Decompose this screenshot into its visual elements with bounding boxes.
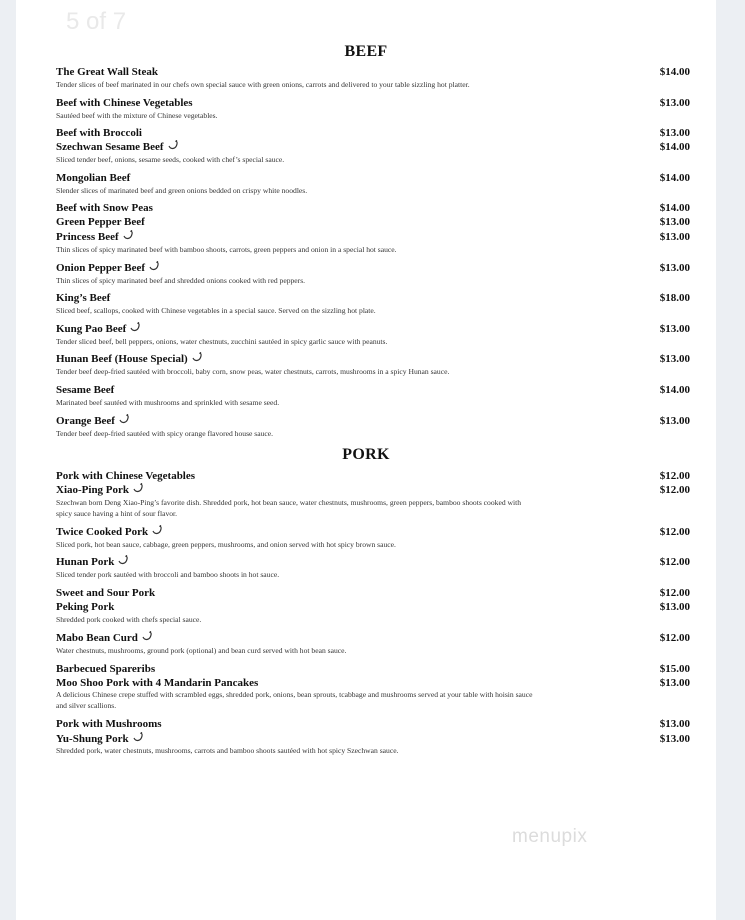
item-price: $13.00: [659, 733, 690, 745]
item-description: Thin slices of spicy marinated beef with bamboo shoots, carrots, green peppers and onion in a special hot sauce.: [56, 245, 397, 254]
menu-item: [56, 171, 690, 185]
menu-item: [56, 352, 690, 366]
item-description: Sliced beef, scallops, cooked with Chinese vegetables in a special sauce. Served on the sizzling hot plate.: [56, 306, 376, 315]
chili-spicy-icon: [133, 732, 144, 746]
item-price: $13.00: [659, 127, 690, 139]
item-name: [56, 230, 134, 244]
item-price: $14.00: [659, 66, 690, 78]
menu-item: [56, 662, 690, 676]
item-description: Sliced tender beef, onions, sesame seeds, cooked with chef’s special sauce.: [56, 155, 285, 164]
item-name-text: Kung Pao Beef: [56, 323, 127, 335]
item-name: [56, 600, 114, 614]
item-name-text: Beef with Broccoli: [56, 127, 142, 139]
item-price: $13.00: [659, 216, 690, 228]
item-price: $12.00: [659, 587, 690, 599]
page-indicator: 5 of 7: [66, 8, 127, 35]
item-price: $13.00: [659, 718, 690, 730]
item-name: [56, 215, 145, 229]
menu-item: [56, 631, 690, 645]
item-description: Tender sliced beef, bell peppers, onions, water chestnuts, zucchini sautéed in spicy garlic sauce with peanuts.: [56, 337, 388, 346]
item-name: [56, 631, 153, 645]
item-description: Shredded pork, water chestnuts, mushrooms, carrots and bamboo shoots sautéed with hot spicy Szechwan sauce.: [56, 746, 399, 755]
item-description: Sautéed beef with the mixture of Chinese vegetables.: [56, 111, 218, 120]
item-name-text: Twice Cooked Pork: [56, 526, 149, 538]
item-name-text: Princess Beef: [56, 231, 119, 243]
item-price: $18.00: [659, 292, 690, 304]
chili-spicy-icon: [118, 555, 129, 569]
item-name: [56, 322, 141, 336]
item-name: [56, 525, 163, 539]
item-name-text: Beef with Chinese Vegetables: [56, 97, 193, 109]
menu-item: [56, 483, 690, 497]
item-description: Slender slices of marinated beef and green onions bedded on crispy white noodles.: [56, 186, 308, 195]
section-title-pork: PORK: [342, 446, 390, 463]
item-name: [56, 352, 203, 366]
menu-item: [56, 525, 690, 539]
item-price: $13.00: [659, 415, 690, 427]
item-description: A delicious Chinese crepe stuffed with scrambled eggs, shredded pork, onions, bean sprouts, tcabbage and mushrooms served at your table with hoisin sauce: [56, 690, 533, 699]
item-name: [56, 201, 153, 215]
item-name-text: Onion Pepper Beef: [56, 262, 146, 274]
item-name-text: Hunan Pork: [56, 556, 115, 568]
chili-spicy-icon: [192, 352, 203, 366]
item-name-text: Beef with Snow Peas: [56, 202, 153, 214]
menu-item: [56, 676, 690, 690]
menu-item: [56, 414, 690, 428]
item-name-text: Orange Beef: [56, 415, 115, 427]
item-price: $13.00: [659, 353, 690, 365]
chili-spicy-icon: [123, 230, 134, 244]
item-name-text: Sesame Beef: [56, 384, 115, 396]
item-name-text: Mongolian Beef: [56, 172, 131, 184]
menu-item: [56, 322, 690, 336]
menu-item: [56, 140, 690, 154]
item-description: Water chestnuts, mushrooms, ground pork (optional) and bean curd served with hot bean sauce.: [56, 646, 347, 655]
item-name-text: Moo Shoo Pork with 4 Mandarin Pancakes: [56, 677, 259, 689]
item-name: [56, 140, 179, 154]
item-name-text: The Great Wall Steak: [56, 66, 158, 78]
item-description: Tender slices of beef marinated in our chefs own special sauce with green onions, carrots and delivered to your table sizzling hot platter.: [56, 80, 470, 89]
item-description: Sliced pork, hot bean sauce, cabbage, green peppers, mushrooms, and onion served with hot spicy brown sauce.: [56, 540, 396, 549]
item-description: Sliced tender pork sautéed with broccoli and bamboo shoots in hot sauce.: [56, 570, 280, 579]
item-price: $14.00: [659, 141, 690, 153]
item-name: [56, 261, 160, 275]
item-name: [56, 483, 144, 497]
item-price: $13.00: [659, 97, 690, 109]
item-name-text: Sweet and Sour Pork: [56, 587, 156, 599]
menu-item: [56, 261, 690, 275]
menu-item: [56, 383, 690, 397]
item-price: $14.00: [659, 172, 690, 184]
item-name: [56, 171, 130, 185]
menu-item: [56, 201, 690, 215]
item-price: $12.00: [659, 632, 690, 644]
item-description: Szechwan born Deng Xiao-Ping’s favorite dish. Shredded pork, hot bean sauce, water chestnuts, mushrooms, green peppers, bamboo shoots cooked with: [56, 498, 522, 507]
item-price: $12.00: [659, 470, 690, 482]
item-description: Tender beef deep-fried sautéed with spicy orange flavored house sauce.: [56, 429, 274, 438]
item-name-text: Xiao-Ping Pork: [56, 484, 130, 496]
chili-spicy-icon: [168, 140, 179, 154]
item-price: $12.00: [659, 526, 690, 538]
item-price: $13.00: [659, 601, 690, 613]
chili-spicy-icon: [133, 483, 144, 497]
item-price: $13.00: [659, 677, 690, 689]
menu-item: [56, 96, 690, 110]
chili-spicy-icon: [119, 414, 130, 428]
item-name: [56, 732, 144, 746]
item-name: [56, 662, 155, 676]
menu-item: [56, 586, 690, 600]
chili-spicy-icon: [142, 631, 153, 645]
item-description: Shredded pork cooked with chefs special sauce.: [56, 615, 202, 624]
menu-item: [56, 215, 690, 229]
menu-item: [56, 291, 690, 305]
chili-spicy-icon: [152, 525, 163, 539]
item-price: $12.00: [659, 556, 690, 568]
item-name: [56, 717, 162, 731]
chili-spicy-icon: [130, 322, 141, 336]
item-name-text: Pork with Mushrooms: [56, 718, 162, 730]
item-name-text: Peking Pork: [56, 601, 115, 613]
item-price: $13.00: [659, 323, 690, 335]
item-name: [56, 65, 158, 79]
item-price: $13.00: [659, 231, 690, 243]
item-description: Thin slices of spicy marinated beef and shredded onions cooked with red peppers.: [56, 276, 306, 285]
menupix-watermark: menupix: [512, 826, 588, 847]
item-description: Tender beef deep-fried sautéed with broccoli, baby corn, snow peas, water chestnuts, carrots, mushrooms in a spicy Hunan sauce.: [56, 367, 450, 376]
item-name: [56, 676, 258, 690]
item-name: [56, 126, 142, 140]
item-price: $12.00: [659, 484, 690, 496]
menu-item: [56, 469, 690, 483]
item-name-text: Szechwan Sesame Beef: [56, 141, 164, 153]
item-name: [56, 291, 110, 305]
item-name-text: Green Pepper Beef: [56, 216, 145, 228]
menu-item: [56, 600, 690, 614]
menu-item: [56, 126, 690, 140]
item-name-text: Hunan Beef (House Special): [56, 353, 188, 365]
menu-item: [56, 732, 690, 746]
item-name: [56, 469, 195, 483]
item-price: $13.00: [659, 262, 690, 274]
item-name: [56, 383, 114, 397]
menu-item: [56, 555, 690, 569]
item-price: $14.00: [659, 202, 690, 214]
item-name-text: Pork with Chinese Vegetables: [56, 470, 196, 482]
menu-item: [56, 230, 690, 244]
item-description: spicy sauce having a hint of sour flavor.: [56, 509, 178, 518]
item-name: [56, 555, 129, 569]
section-title-beef: BEEF: [344, 43, 388, 60]
item-name-text: Mabo Bean Curd: [56, 632, 138, 644]
item-description: Marinated beef sautéed with mushrooms and sprinkled with sesame seed.: [56, 398, 280, 407]
item-price: $15.00: [659, 663, 690, 675]
item-price: $14.00: [659, 384, 690, 396]
item-name-text: Yu-Shung Pork: [56, 733, 129, 745]
item-name: [56, 96, 193, 110]
item-name: [56, 414, 130, 428]
item-name-text: Barbecued Spareribs: [56, 663, 156, 675]
item-name-text: King’s Beef: [56, 292, 111, 304]
menu-item: [56, 65, 690, 79]
item-description: and silver scallions.: [56, 701, 117, 710]
item-name: [56, 586, 155, 600]
chili-spicy-icon: [149, 261, 160, 275]
menu-item: [56, 717, 690, 731]
